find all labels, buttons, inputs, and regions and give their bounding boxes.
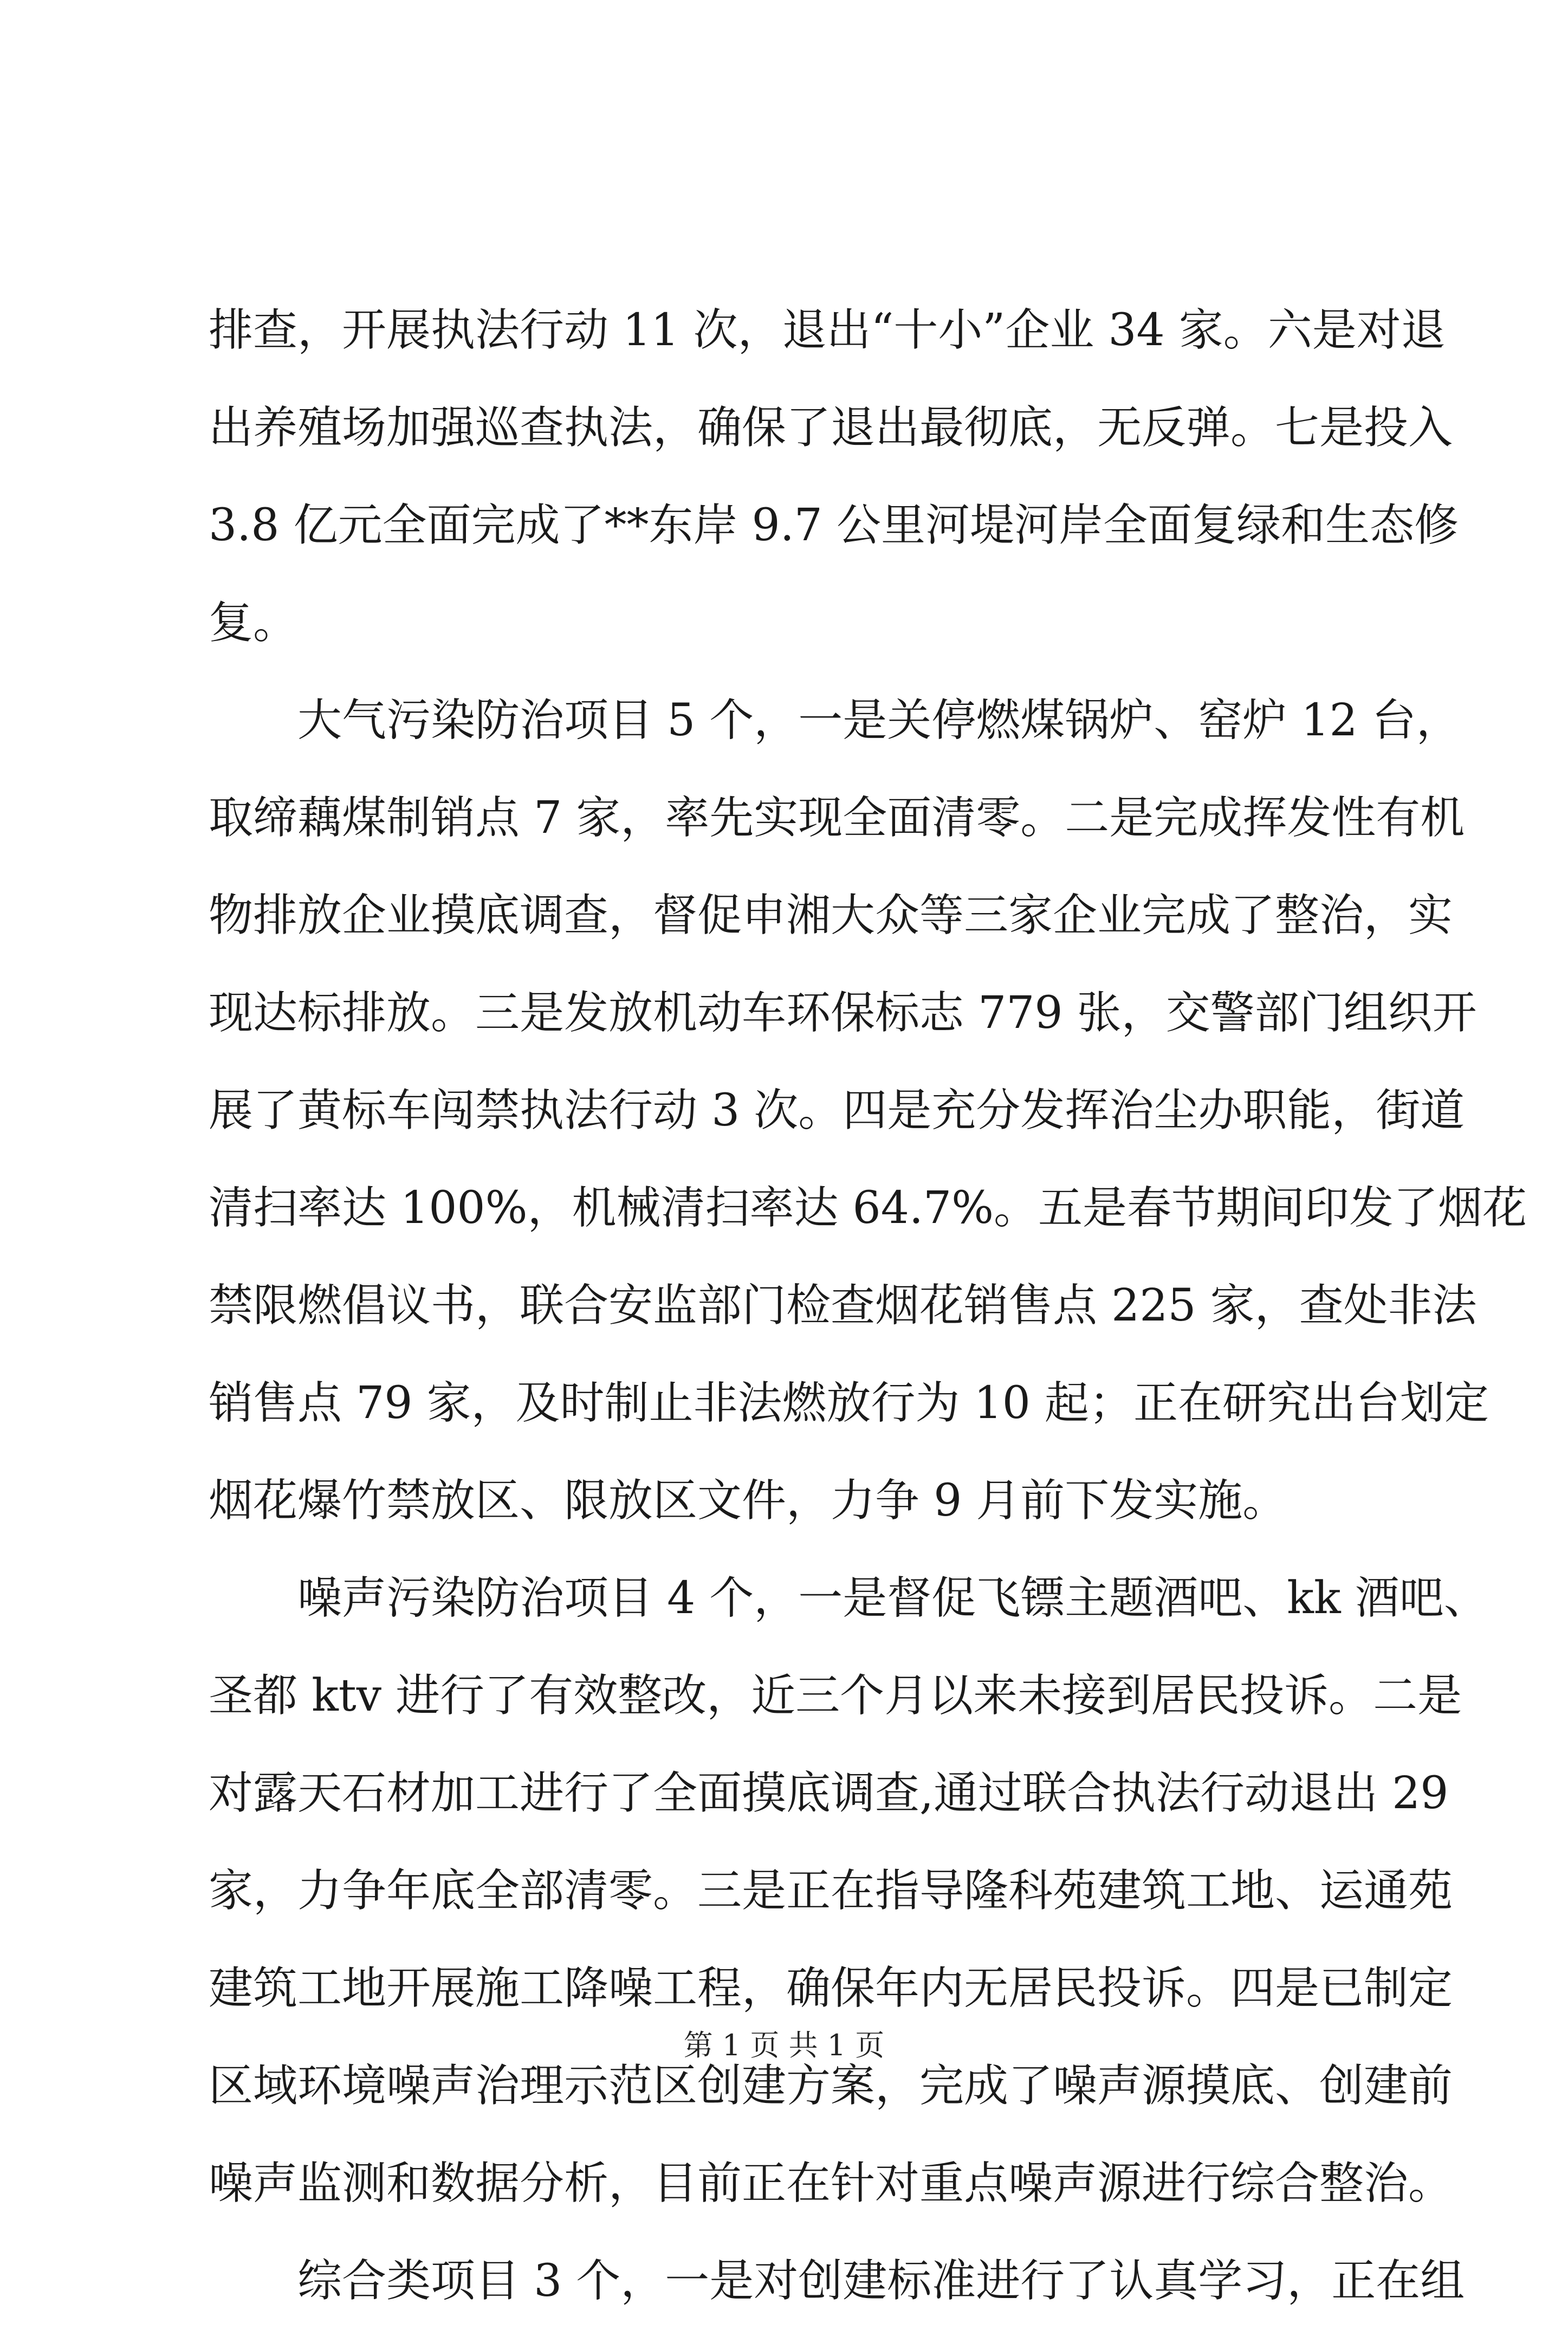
text-line: 3.8 亿元全面完成了**东岸 9.7 公里河堤河岸全面复绿和生态修 [209, 500, 1459, 551]
text-line: 烟花爆竹禁放区、限放区文件，力争 9 月前下发实施。 [209, 1475, 1287, 1526]
text-line: 销售点 79 家，及时制止非法燃放行为 10 起；正在研究出台划定 [209, 1377, 1489, 1429]
text-line: 建筑工地开展施工降噪工程，确保年内无居民投诉。四是已制定 [209, 1963, 1453, 2014]
text-line: 取缔藕煤制销点 7 家，率先实现全面清零。二是完成挥发性有机 [209, 792, 1465, 844]
paragraph-noise-pollution [209, 1550, 1488, 2232]
paragraph-continuation [209, 282, 1459, 672]
text-line: 大气污染防治项目 5 个，一是关停燃煤锅炉、窑炉 12 台， [297, 695, 1461, 746]
text-line: 噪声污染防治项目 4 个，一是督促飞镖主题酒吧、kk 酒吧、 [297, 1572, 1488, 1624]
text-line: 现达标排放。三是发放机动车环保标志 779 张，交警部门组织开 [209, 987, 1477, 1039]
text-line: 综合类项目 3 个，一是对创建标准进行了认真学习，正在组 [297, 2255, 1465, 2307]
text-line: 家，力争年底全部清零。三是正在指导隆科苑建筑工地、运通苑 [209, 1865, 1453, 1917]
text-line: 复。 [209, 597, 298, 649]
text-line: 展了黄标车闯禁执法行动 3 次。四是充分发挥治尘办职能，街道 [209, 1085, 1465, 1136]
text-line: 噪声监测和数据分析，目前正在针对重点噪声源进行综合整治。 [209, 2158, 1453, 2209]
text-line: 禁限燃倡议书，联合安监部门检查烟花销售点 225 家，查处非法 [209, 1280, 1477, 1331]
paragraph-comprehensive [209, 2232, 1465, 2330]
text-line: 圣都 ktv 进行了有效整改，近三个月以来未接到居民投诉。二是 [209, 1670, 1462, 1721]
text-line: 对露天石材加工进行了全面摸底调查,通过联合执法行动退出 29 [209, 1768, 1449, 1819]
page-footer [0, 2024, 1568, 2067]
text-line: 清扫率达 100%，机械清扫率达 64.7%。五是春节期间印发了烟花 [209, 1182, 1527, 1234]
text-line: 排查，开展执法行动 11 次，退出“十小”企业 34 家。六是对退 [209, 305, 1446, 356]
text-line: 物排放企业摸底调查，督促申湘大众等三家企业完成了整治，实 [209, 890, 1453, 941]
page-number-label: 第 1 页 共 1 页 [683, 2028, 885, 2062]
paragraph-air-pollution [209, 672, 1527, 1550]
document-body [209, 282, 1527, 2330]
text-line: 出养殖场加强巡查执法，确保了退出最彻底，无反弹。七是投入 [209, 402, 1453, 454]
text-line: 区域环境噪声治理示范区创建方案，完成了噪声源摸底、创建前 [209, 2060, 1453, 2112]
